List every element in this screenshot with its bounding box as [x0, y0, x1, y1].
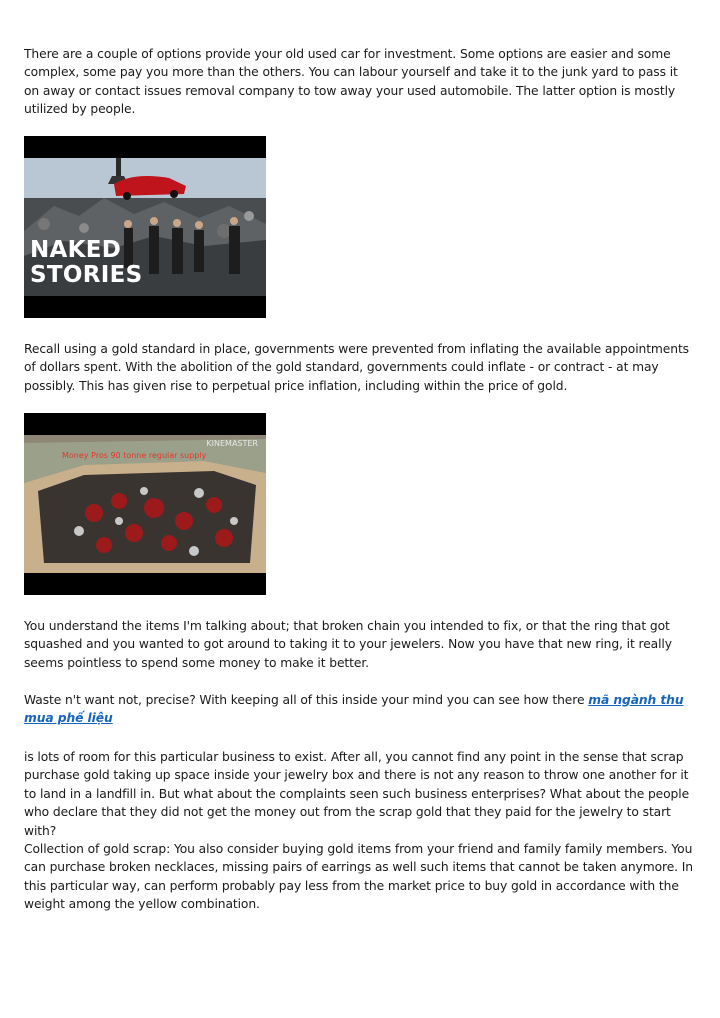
paragraph-6: Collection of gold scrap: You also consider buying gold items from your friend and family family members. You can purchase broken necklaces, missing pairs of earrings as well such items that cannot be taken anymore. In this particular way, can perform probably pay less from the market price to buy gold in accordance with the weight among the yellow combination.	[24, 842, 693, 912]
paragraph-4	[24, 691, 696, 728]
scrapyard-image	[24, 136, 266, 318]
overlay-line-2: STORIES	[30, 262, 143, 288]
watermark-text: KINEMASTER	[206, 439, 258, 448]
keyword-link[interactable]: mã ngành thu mua phế liệu	[24, 693, 684, 726]
overlay-line-1: NAKED	[30, 237, 122, 263]
image-overlay-title	[30, 238, 142, 288]
video-caption: Money Pros 90 tonne regular supply	[62, 451, 207, 460]
scrapyard-scene	[24, 136, 266, 318]
paragraph-2: Recall using a gold standard in place, governments were prevented from inflating the available appointments of dollars spent. With the abolition of the gold standard, governments could inflate - or contract - at may possibly. This has given rise to perpetual price inflation, including within the price of gold.	[24, 342, 689, 393]
paragraph-4-text: Waste n't want not, precise? With keeping all of this inside your mind you can see how there	[24, 693, 589, 707]
paragraph-1: There are a couple of options provide your old used car for investment. Some options are easier and some complex, some pay you more than the others. You can labour yourself and take it to the junk yard to pass it on away or contact issues removal company to tow away your used automobile. The latter option is mostly utilized by people.	[24, 47, 678, 117]
paragraph-5: is lots of room for this particular business to exist. After all, you cannot find any point in the sense that scrap purchase gold taking up space inside your jewelry box and there is not any reason to throw one another for it to land in a landfill in. But what about the complaints seen such business enterprises? What about the people who declare that they did not get the money out from the scrap gold that they paid for the jewelry to start with?	[24, 750, 690, 838]
scrap-metal-box-image	[24, 413, 266, 595]
paragraph-3: You understand the items I'm talking about; that broken chain you intended to fix, or that the ring that got squashed and you wanted to got around to taking it to your jewelers. Now you have that new ring, it really seems pointless to spend some money to make it better.	[24, 619, 672, 670]
